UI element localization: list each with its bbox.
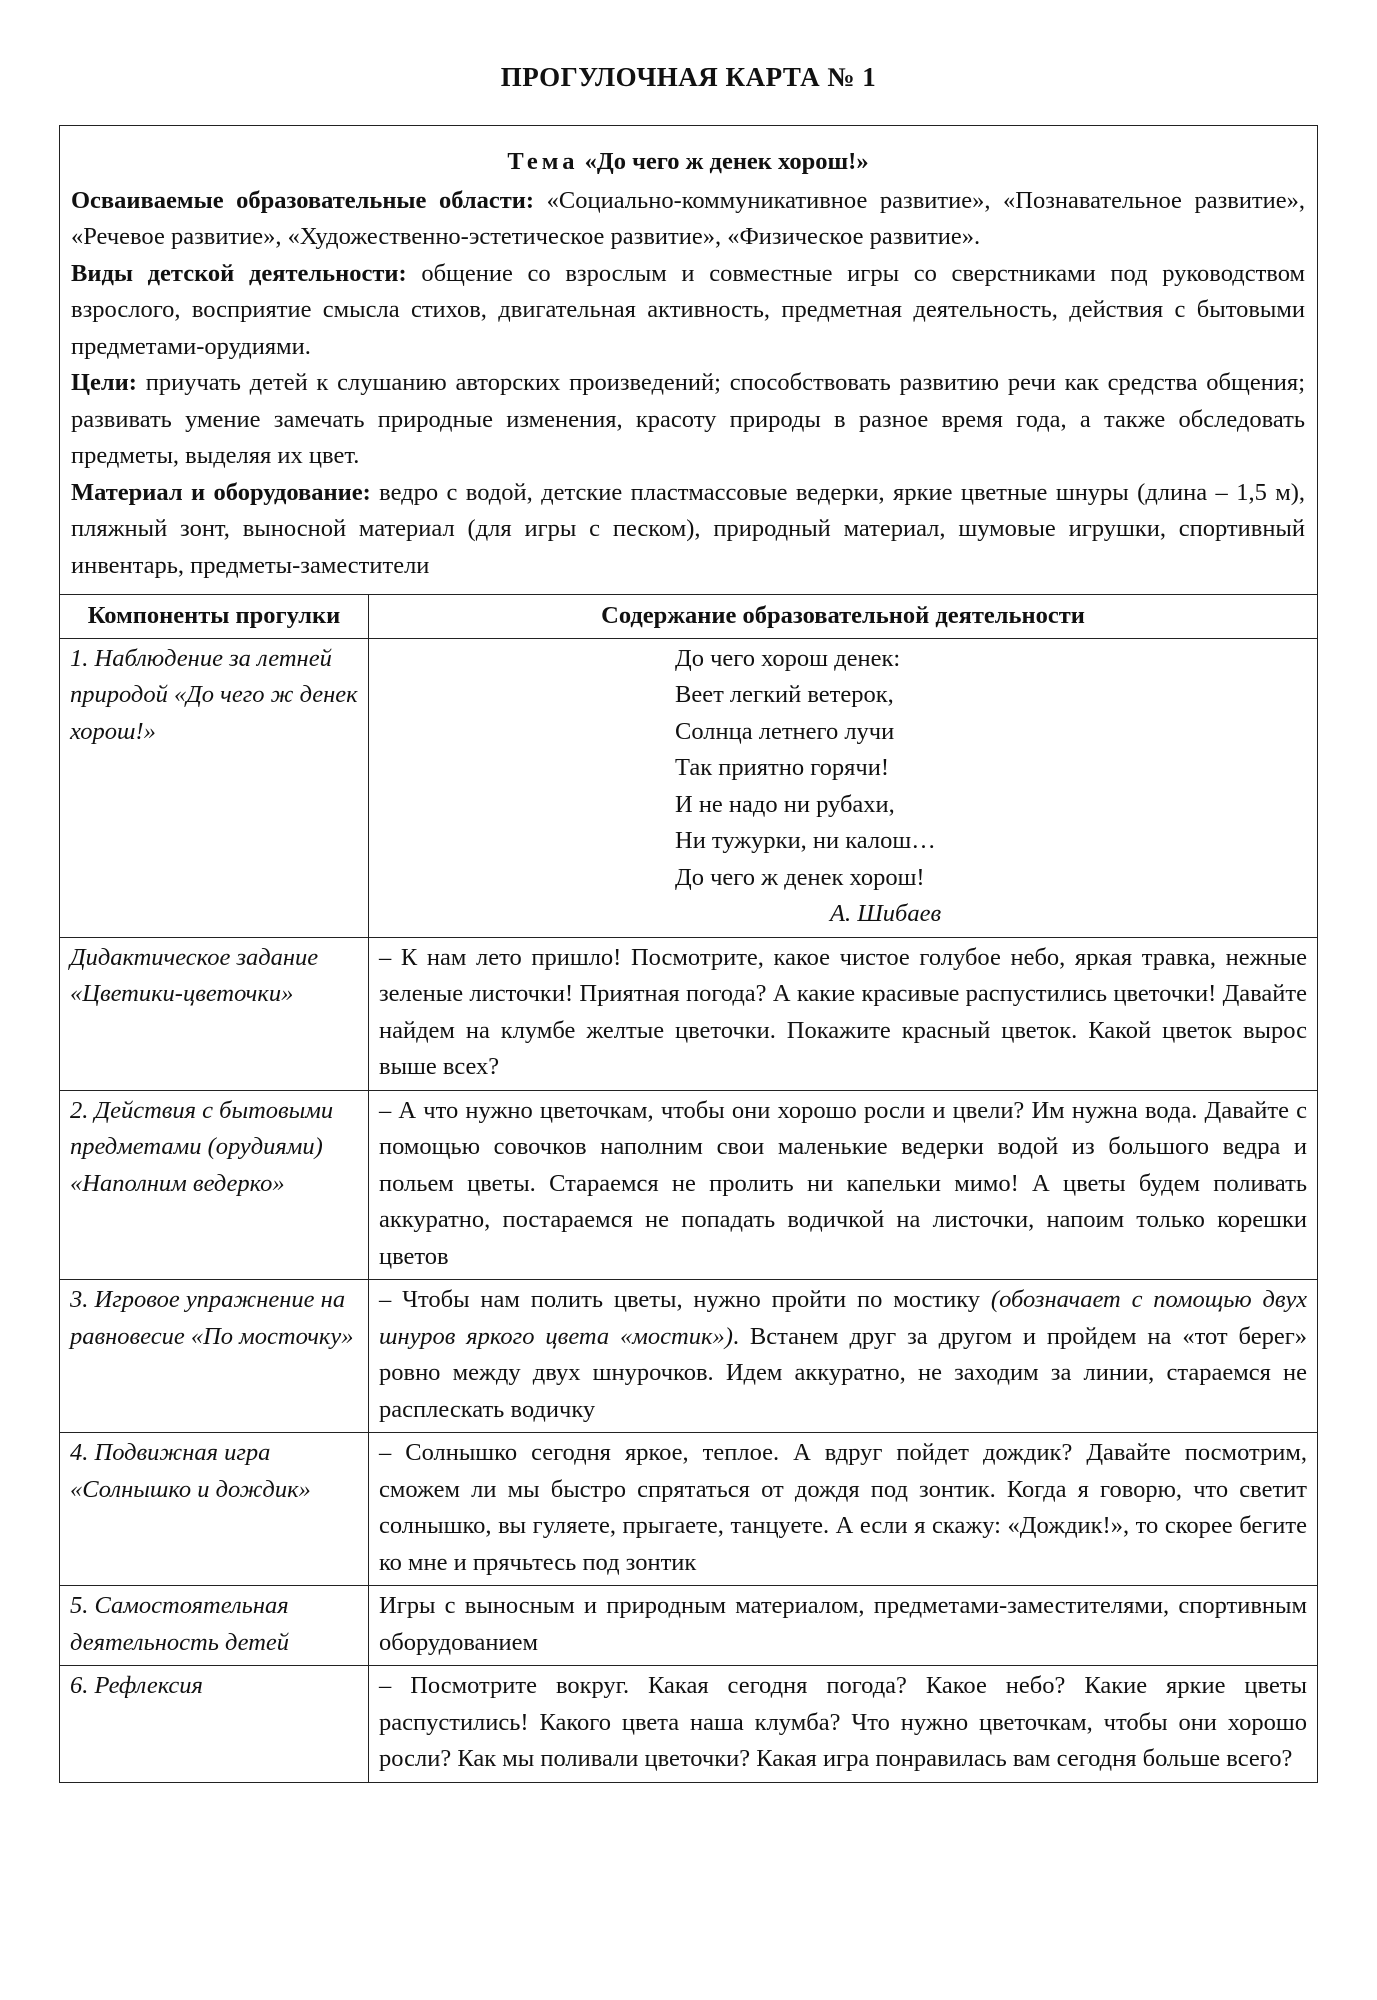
component-cell: Дидактическое задание «Цветики-цветочки» — [60, 937, 369, 1090]
table-header-row — [60, 595, 1317, 638]
poem-line: И не надо ни рубахи, — [675, 790, 895, 818]
walk-card — [59, 125, 1318, 1783]
goals-label: Цели: — [71, 369, 137, 396]
content-cell: – А что нужно цветочкам, чтобы они хорошо росли и цвели? Им нужна вода. Давайте с помощью совочков наполним свои маленькие ведерки водой из большого ведра и польем цветы. Стараемся не пролить ни капельки мимо! А цветы будем поливать аккуратно, постараемся не попадать водичкой на листочки, напоим только корешки цветов — [369, 1090, 1318, 1280]
poem-line: До чего хорош денек: — [675, 644, 901, 672]
component-cell: 5. Самостоятельная деятельность детей — [60, 1586, 369, 1666]
table-row — [60, 1090, 1317, 1280]
component-cell: 1. Наблюдение за летней природой «До чего ж денек хорош!» — [60, 638, 369, 937]
activities-text: общение со взрослым и совместные игры со сверстниками под руководством взрослого, восприятие смысла стихов, двигательная активность, предметная деятельность, действия с бытовыми предметами-орудиями. — [71, 259, 1305, 360]
activities-label: Виды детской деятельности: — [71, 259, 407, 287]
table-row — [60, 638, 1317, 937]
poem-line: До чего ж денек хорош! — [675, 863, 925, 891]
poem-line: Солнца летнего лучи — [675, 717, 895, 745]
poem-line: Ни тужурки, ни калош… — [675, 827, 936, 854]
component-cell: 2. Действия с бытовыми предметами (орудиями) «Наполним ведерко» — [60, 1090, 369, 1280]
table-row — [60, 1586, 1317, 1666]
theme-line — [71, 144, 1305, 181]
poem-author: А. Шибаев — [830, 900, 942, 927]
goals-text: приучать детей к слушанию авторских произведений; способствовать развитию речи как средства общения; развивать умение замечать природные изменения, красоту природы в разное время года, а также обследовать предметы, выделяя их цвет. — [71, 369, 1305, 469]
content-text: – Чтобы нам полить цветы, нужно пройти по мостику — [379, 1286, 991, 1313]
materials-label: Материал и оборудование: — [71, 478, 371, 506]
header-content: Содержание образовательной деятельности — [369, 595, 1318, 638]
theme-text: «До чего ж денек хорош!» — [584, 148, 869, 175]
content-cell: – Посмотрите вокруг. Какая сегодня погода? Какое небо? Какие яркие цветы распустились! Какого цвета наша клумба? Что нужно цветочкам, чтобы они хорошо росли? Как мы поливали цветочки? Какая игра понравилась вам сегодня больше всего? — [369, 1666, 1318, 1782]
materials-paragraph — [71, 475, 1305, 585]
content-cell: – Солнышко сегодня яркое, теплое. А вдруг пойдет дождик? Давайте посмотрим, сможем ли мы быстро спрятаться от дождя под зонтик. Когда я говорю, что светит солнышко, вы гуляете, прыгаете, танцуете. А если я скажу: «Дождик!», то скорее бегите ко мне и прячьтесь под зонтик — [369, 1433, 1318, 1586]
poem — [379, 641, 1307, 933]
activities-paragraph — [71, 256, 1305, 366]
component-cell: 4. Подвижная игра «Солнышко и дождик» — [60, 1433, 369, 1586]
table-row — [60, 1666, 1317, 1782]
component-cell: 3. Игровое упражнение на равновесие «По мосточку» — [60, 1280, 369, 1433]
areas-label: Осваиваемые образовательные области: — [71, 186, 535, 214]
table-row — [60, 1280, 1317, 1433]
content-cell: Игры с выносным и природным материалом, предметами-заместителями, спортивным оборудованием — [369, 1586, 1318, 1666]
content-note: (обозначает с помощью двух шнуров яркого цвета «мостик») — [379, 1286, 1307, 1350]
poem-cell — [369, 638, 1318, 937]
intro-section — [60, 126, 1317, 595]
content-text: . Встанем друг за другом и пройдем на «тот берег» ровно между двух шнурочков. Идем аккуратно, не заходим за линии, стараемся не расплескать водичку — [379, 1322, 1307, 1423]
poem-line: Веет легкий ветерок, — [675, 681, 894, 708]
goals-paragraph — [71, 365, 1305, 475]
areas-text: «Социально-коммуникативное развитие», «Познавательное развитие», «Речевое развитие», «Художественно-эстетическое развитие», «Физическое развитие». — [71, 186, 1306, 250]
materials-text: ведро с водой, детские пластмассовые ведерки, яркие цветные шнуры (длина – 1,5 м), пляжный зонт, выносной материал (для игры с песком), природный материал, шумовые игрушки, спортивный инвентарь, предметы-заместители — [71, 478, 1306, 579]
page-title: ПРОГУЛОЧНАЯ КАРТА № 1 — [500, 62, 877, 92]
theme-label: Тема — [507, 148, 579, 175]
table-row — [60, 1433, 1317, 1586]
poem-line: Так приятно горячи! — [675, 754, 889, 781]
component-cell: 6. Рефлексия — [60, 1666, 369, 1782]
content-cell: – К нам лето пришло! Посмотрите, какое чистое голубое небо, яркая травка, нежные зеленые листочки! Приятная погода? А какие красивые распустились цветочки! Давайте найдем на клумбе желтые цветочки. Покажите красный цветок. Какой цветок вырос выше всех? — [369, 937, 1318, 1090]
table-row — [60, 937, 1317, 1090]
areas-paragraph — [71, 183, 1305, 256]
walk-table — [60, 595, 1317, 1782]
header-components: Компоненты прогулки — [60, 595, 369, 638]
content-cell — [369, 1280, 1318, 1433]
